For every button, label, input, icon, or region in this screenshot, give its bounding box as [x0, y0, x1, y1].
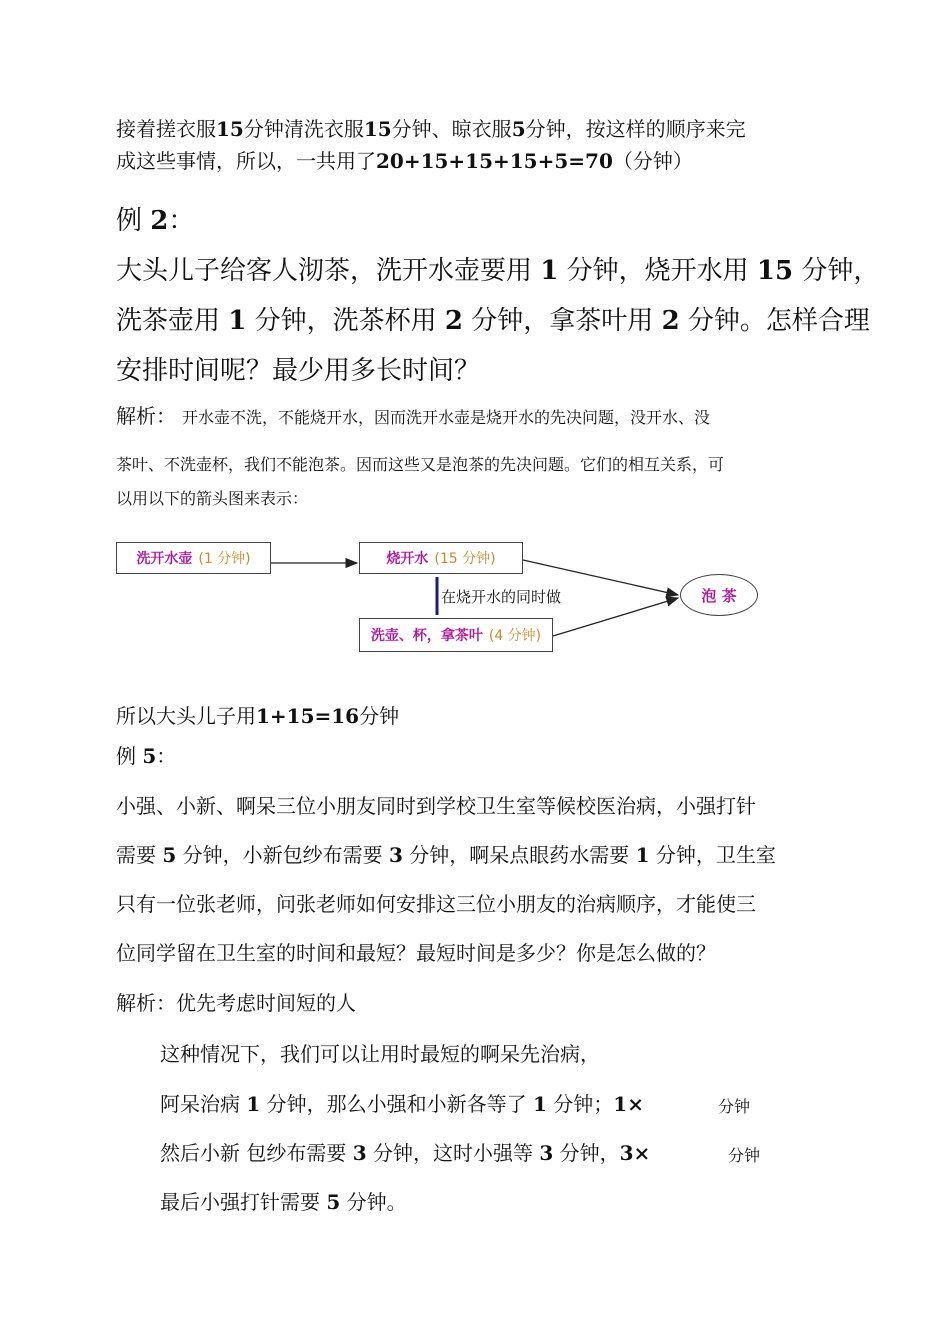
analysis-line: 茶叶、不洗壶杯，我们不能泡茶。因而这些又是泡茶的先决问题。它们的相互关系，可	[116, 455, 725, 474]
example-2-problem-line: 大头儿子给客人沏茶，洗开水壶要用 1 分钟，烧开水用 15 分钟，	[116, 256, 880, 286]
step-wash-cups-get-tea: 洗壶、杯，拿茶叶 (4 分钟)	[359, 618, 553, 652]
parallel-note: 在烧开水的同时做	[441, 588, 562, 606]
step-boil-water: 烧开水 (15 分钟)	[359, 542, 523, 574]
analysis-line: 解析： 开水壶不洗，不能烧开水，因而洗开水壶是烧开水的先决问题，没开水、没	[116, 404, 711, 428]
example-5-problem-line: 需要 5 分钟，小新包纱布需要 3 分钟，啊呆点眼药水需要 1 分钟，卫生室	[116, 843, 776, 867]
solution-step: 这种情况下，我们可以让用时最短的啊呆先治病，	[160, 1042, 600, 1066]
paragraph-line: 成这些事情，所以，一共用了20+15+15+15+5=70（分钟）	[116, 149, 693, 173]
unit-label: 分钟	[728, 1146, 761, 1165]
solution-step: 阿呆治病 1 分钟，那么小强和小新各等了 1 分钟；1×	[160, 1092, 644, 1116]
example-2-problem-line: 安排时间呢？最少用多长时间？	[116, 356, 481, 386]
solution-step: 然后小新 包纱布需要 3 分钟，这时小强等 3 分钟，3×	[160, 1141, 651, 1165]
example-5-analysis: 解析：优先考虑时间短的人	[116, 991, 356, 1015]
example-5-heading: 例 5：	[116, 744, 177, 768]
paragraph-line: 接着搓衣服15分钟清洗衣服15分钟、晾衣服5分钟，按这样的顺序来完	[116, 117, 746, 141]
example-2-problem-line: 洗茶壶用 1 分钟，洗茶杯用 2 分钟，拿茶叶用 2 分钟。怎样合理	[116, 306, 870, 336]
step-wash-kettle: 洗开水壶 (1 分钟)	[116, 542, 271, 574]
example-5-problem-line: 位同学留在卫生室的时间和最短？最短时间是多少？你是怎么做的？	[116, 941, 716, 965]
target-make-tea: 泡 茶	[680, 574, 758, 616]
example-5-problem-line: 小强、小新、啊呆三位小朋友同时到学校卫生室等候校医治病，小强打针	[116, 794, 756, 818]
example-2-result: 所以大头儿子用1+15=16分钟	[116, 704, 400, 728]
example-5-problem-line: 只有一位张老师，问张老师如何安排这三位小朋友的治病顺序，才能使三	[116, 892, 756, 916]
arrow-3	[553, 598, 678, 636]
analysis-line: 以用以下的箭头图来表示：	[116, 489, 309, 508]
unit-label: 分钟	[718, 1097, 751, 1116]
example-2-heading: 例 2：	[116, 206, 195, 236]
solution-step: 最后小强打针需要 5 分钟。	[160, 1190, 407, 1214]
